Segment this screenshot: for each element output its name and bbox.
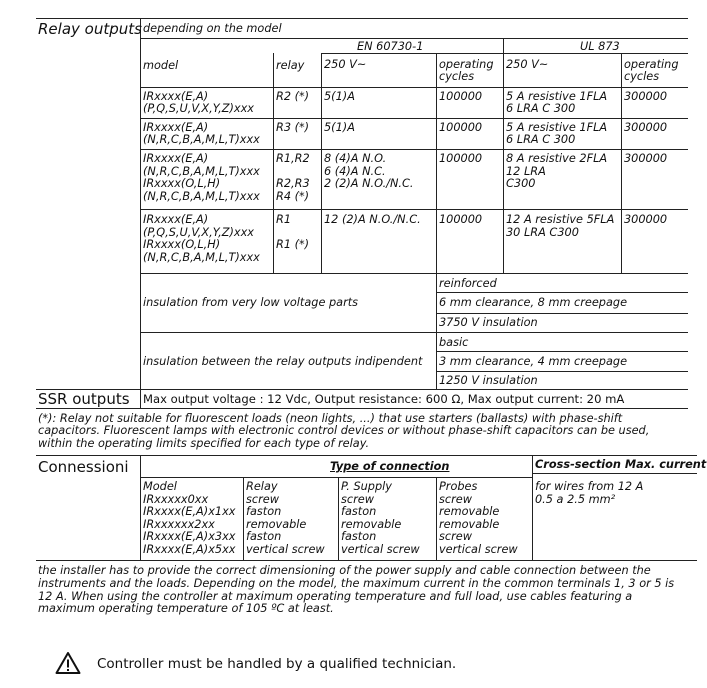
relay-outputs-title: Relay outputs (38, 20, 142, 38)
cross-section-values: for wires from 12 A 0.5 a 2.5 mm² (535, 480, 644, 506)
cross-section-header: Cross-section Max. current (535, 458, 707, 471)
row-ul-cycles: 300000 (624, 152, 668, 165)
col-en-cycles-header: operating cycles (439, 58, 494, 84)
col-en-voltage-header: 250 V~ (324, 58, 367, 71)
type-of-connection-header: Type of connection (330, 460, 450, 473)
row-en-rating: 5(1)A (324, 121, 355, 134)
row-en-cycles: 100000 (439, 213, 483, 226)
connections-title: Connessioni (38, 458, 129, 476)
insulation-relay-type: basic (439, 336, 469, 349)
row-relay: R2 (*) (276, 90, 310, 103)
row-model: IRxxxx(E,A) (P,Q,S,U,V,X,Y,Z)xxx IRxxxx(O,L,H) (N,R,C,B,A,M,L,T)xxx (143, 213, 260, 264)
row-model: IRxxxx(E,A) (N,R,C,B,A,M,L,T)xxx (143, 121, 260, 147)
warning-text: Controller must be handled by a qualified technician. (97, 656, 457, 672)
standard-en60730: EN 60730-1 (357, 40, 424, 53)
warning-triangle-icon (55, 651, 81, 675)
row-ul-rating: 12 A resistive 5FLA 30 LRA C300 (506, 213, 615, 239)
row-en-cycles: 100000 (439, 152, 483, 165)
standard-ul873: UL 873 (580, 40, 620, 53)
relay-header-note: depending on the model (143, 22, 282, 35)
col-model-header: model (143, 59, 179, 72)
connections-psupply-column: P. Supply screw faston removable faston vertical screw (341, 480, 420, 556)
insulation-relay-spec: 3 mm clearance, 4 mm creepage (439, 355, 628, 368)
insulation-low-spec: 6 mm clearance, 8 mm creepage (439, 296, 628, 309)
col-relay-header: relay (276, 59, 305, 72)
row-relay: R3 (*) (276, 121, 310, 134)
row-ul-cycles: 300000 (624, 213, 668, 226)
row-en-cycles: 100000 (439, 121, 483, 134)
col-ul-cycles-header: operating cycles (624, 58, 679, 84)
row-ul-rating: 5 A resistive 1FLA 6 LRA C 300 (506, 90, 608, 116)
insulation-low-voltage: 3750 V insulation (439, 316, 538, 329)
row-relay: R1 R1 (*) (276, 213, 310, 252)
col-ul-voltage-header: 250 V~ (506, 58, 549, 71)
row-model: IRxxxx(E,A) (N,R,C,B,A,M,L,T)xxx IRxxxx(O,L,H) (N,R,C,B,A,M,L,T)xxx (143, 152, 260, 203)
connections-probes-column: Probes screw removable removable screw vertical screw (439, 480, 518, 556)
insulation-low-type: reinforced (439, 277, 497, 290)
installer-note: the installer has to provide the correct dimensioning of the power supply and cable connection between the instruments and the loads. Depending on the model, the maximum current in the common terminals 1, 3 or 5 is 12 A. When using the controller at maximum operating temperature and full load, use cables featuring a maximum operating temperature of 105 ºC at least. (38, 564, 675, 616)
ssr-outputs-title: SSR outputs (38, 390, 130, 408)
row-relay: R1,R2 R2,R3 R4 (*) (276, 152, 310, 203)
row-ul-cycles: 300000 (624, 121, 668, 134)
insulation-relay-voltage: 1250 V insulation (439, 374, 538, 387)
connections-model-column: Model IRxxxxx0xx IRxxxx(E,A)x1xx IRxxxxxx2xx IRxxxx(E,A)x3xx IRxxxx(E,A)x5xx (143, 480, 236, 556)
row-en-rating: 12 (2)A N.O./N.C. (324, 213, 421, 226)
insulation-low-voltage-label: insulation from very low voltage parts (143, 296, 359, 309)
insulation-relay-label: insulation between the relay outputs indipendent (143, 355, 423, 368)
row-ul-rating: 5 A resistive 1FLA 6 LRA C 300 (506, 121, 608, 147)
connections-relay-column: Relay screw faston removable faston vertical screw (246, 480, 325, 556)
row-en-cycles: 100000 (439, 90, 483, 103)
row-model: IRxxxx(E,A) (P,Q,S,U,V,X,Y,Z)xxx (143, 90, 254, 116)
row-ul-cycles: 300000 (624, 90, 668, 103)
relay-footnote: (*): Relay not suitable for fluorescent loads (neon lights, ...) that use starters (ballasts) with phase-shift capacitors. Fluorescent lamps with electronic control devices or without phase-shift capacitors can be used, within the operating limits specified for each type of relay. (38, 412, 650, 450)
row-ul-rating: 8 A resistive 2FLA 12 LRA C300 (506, 152, 608, 191)
row-en-rating: 5(1)A (324, 90, 355, 103)
row-en-rating: 8 (4)A N.O. 6 (4)A N.C. 2 (2)A N.O./N.C. (324, 152, 414, 191)
ssr-outputs-text: Max output voltage : 12 Vdc, Output resistance: 600 Ω, Max output current: 20 mA (143, 392, 625, 406)
